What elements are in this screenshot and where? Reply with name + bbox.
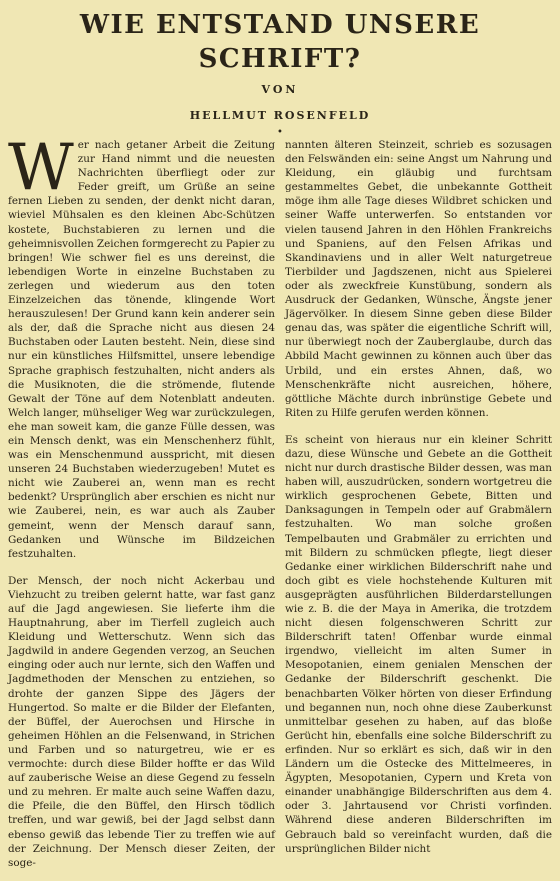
- separator-dot: •: [277, 127, 283, 138]
- paragraph: Es scheint von hieraus nur ein kleiner Schritt dazu, diese Wünsche und Gebete an die Gottheit nicht nur durch drastische Bilder dessen, was man haben will, auszudrücken, sondern wortgetreu die wirklich gesprochenen Gebete, Bitten und Danksagungen in Tempeln oder auf Grabmälern festzuhalten. Wo man solche großen Tempelbauten und Grabmäler zu errichten und mit Bildern zu schmücken pflegte, liegt dieser Gedanke einer wirklichen Bilderschrift nahe und doch gibt es viele hochstehende Kulturen mit ausgeprägten ausführlichen Bilderdarstellungen wie z. B. die der Maya in Amerika, die trotzdem nicht diesen folgenschweren Schritt zur Bilderschrift taten! Offenbar wurde einmal irgendwo, vielleicht im alten Sumer in Mesopotanien, einem genialen Menschen der Gedanke der Bilderschrift geschenkt. Die benachbarten Völker hörten von dieser Erfindung und begannen nun, noch ohne diese Zauberkunst unmittelbar gesehen zu haben, auf das bloße Gerücht hin, ebenfalls eine solche Bilderschrift zu erfinden. Nur so erklärt es sich, daß wir in den Ländern um die Ostecke des Mittelmeeres, in Ägypten, Mesopotanien, Cypern und Kreta von einander unabhängige Bilderschriften aus dem 4. oder 3. Jahrtausend vor Christi vorfinden. Während diese anderen Bilderschriften im Gebrauch bald so vereinfacht wurden, daß die ursprünglichen Bilder nicht: [285, 433, 552, 855]
- article-columns: [8, 131, 552, 870]
- paragraph: Der Mensch, der noch nicht Ackerbau und Viehzucht zu treiben gelernt hatte, war fast ganz auf die Jagd angewiesen. Sie lieferte ihm die Hauptnahrung, aber im Tierfell zugleich auch Kleidung und Wetterschutz. Wenn sich das Jagdwild in andere Gegenden verzog, an Seuchen einging oder auch nur lernte, sich den Waffen und Jagdmethoden der Menschen zu entziehen, so drohte der ganzen Sippe des Jägers der Hungertod. So malte er die Bilder der Elefanten, der Büffel, der Auerochsen und Hirsche in geheimen Höhlen an die Felsenwand, in Strichen und Farben und so naturgetreu, wie er es vermochte: durch diese Bilder hoffte er das Wild auf zauberische Weise an diese Gegend zu fesseln und zu mehren. Er malte auch seine Waffen dazu, die Pfeile, die den Büffel, den Hirsch tödlich treffen, und war gewiß, bei der Jagd selbst dann ebenso gewiß das lebende Tier zu treffen wie auf der Zeichnung. Der Mensch dieser Zeiten, der soge-: [8, 574, 275, 869]
- paragraph: nannten älteren Steinzeit, schrieb es sozusagen den Felswänden ein: seine Angst um Nahrung und Kleidung, ein gläubig und furchtsam gestammeltes Gebet, die unbekannte Gottheit möge ihm alle Tage dieses Wildbret schicken und seiner Waffe unterwerfen. So entstanden vor vielen tausend Jahren in den Höhlen Frankreichs und Spaniens, auf den Felsen Afrikas und Skandinaviens und in aller Welt naturgetreue Tierbilder und Jagdszenen, nicht aus Spielerei oder als zweckfreie Kunstübung, sondern als Ausdruck der Gedanken, Wünsche, Ängste jener Jägervölker. In diesem Sinne geben diese Bilder genau das, was später die eigentliche Schrift will, nur überwiegt noch der Zauberglaube, durch das Abbild Macht gewinnen zu können auch über das Urbild, und ein erstes Ahnen, daß, wo Menschenkräfte nicht ausreichen, höhere, göttliche Mächte durch inbrünstige Gebete und Riten zu Hilfe gerufen werden können.: [285, 139, 552, 419]
- right-column: [285, 138, 552, 870]
- left-column: [8, 131, 275, 870]
- byline-prefix: VON: [261, 83, 299, 96]
- paragraph-text: er nach getaner Arbeit die Zeitung zur Hand nimmt und die neuesten Nachrichten überfliegt oder zur Feder greift, um Grüße an seine fernen Lieben zu senden, der denkt nicht daran, wieviel Mühsalen es den kleinen Abc-Schützen kostete, Buchstabieren zu lernen und die geheimnisvollen Zeichen formgerecht zu Papier zu bringen! Wie schwer fiel es uns dereinst, die lebendigen Worte in einzelne Buchstaben zu zerlegen und wiederum aus den toten Einzelzeichen das tönende, klingende Wort herauszulesen! Der Grund kann kein anderer sein als der, daß die Sprache nicht aus diesen 24 Buchstaben oder Lauten besteht. Nein, diese sind nur ein künstliches Hilfsmittel, unsere lebendige Sprache graphisch festzuhalten, nicht anders als die Musiknoten, die die strömende, flutende Gewalt der Töne auf dem Notenblatt andeuten. Welch langer, mühseliger Weg war zurückzulegen, ehe man soweit kam, die ganze Fülle dessen, was ein Mensch denkt, was ein Menschenherz fühlt, was ein Menschenmund ausspricht, mit diesen unseren 24 Buchstaben wiederzugeben! Mutet es nicht wie Zauberei an, wenn man es recht bedenkt? Ursprünglich aber erschien es nicht nur wie Zauberei, nein, es war auch als Zauber gemeint, wenn der Mensch darauf sann, Gedanken und Wünsche im Bildzeichen festzuhalten.: [8, 139, 275, 560]
- paragraph: [8, 131, 275, 561]
- article-title: WIE ENTSTAND UNSERE SCHRIFT?: [79, 10, 481, 74]
- author-name: HELLMUT ROSENFELD: [189, 109, 371, 122]
- drop-cap: W: [8, 131, 74, 205]
